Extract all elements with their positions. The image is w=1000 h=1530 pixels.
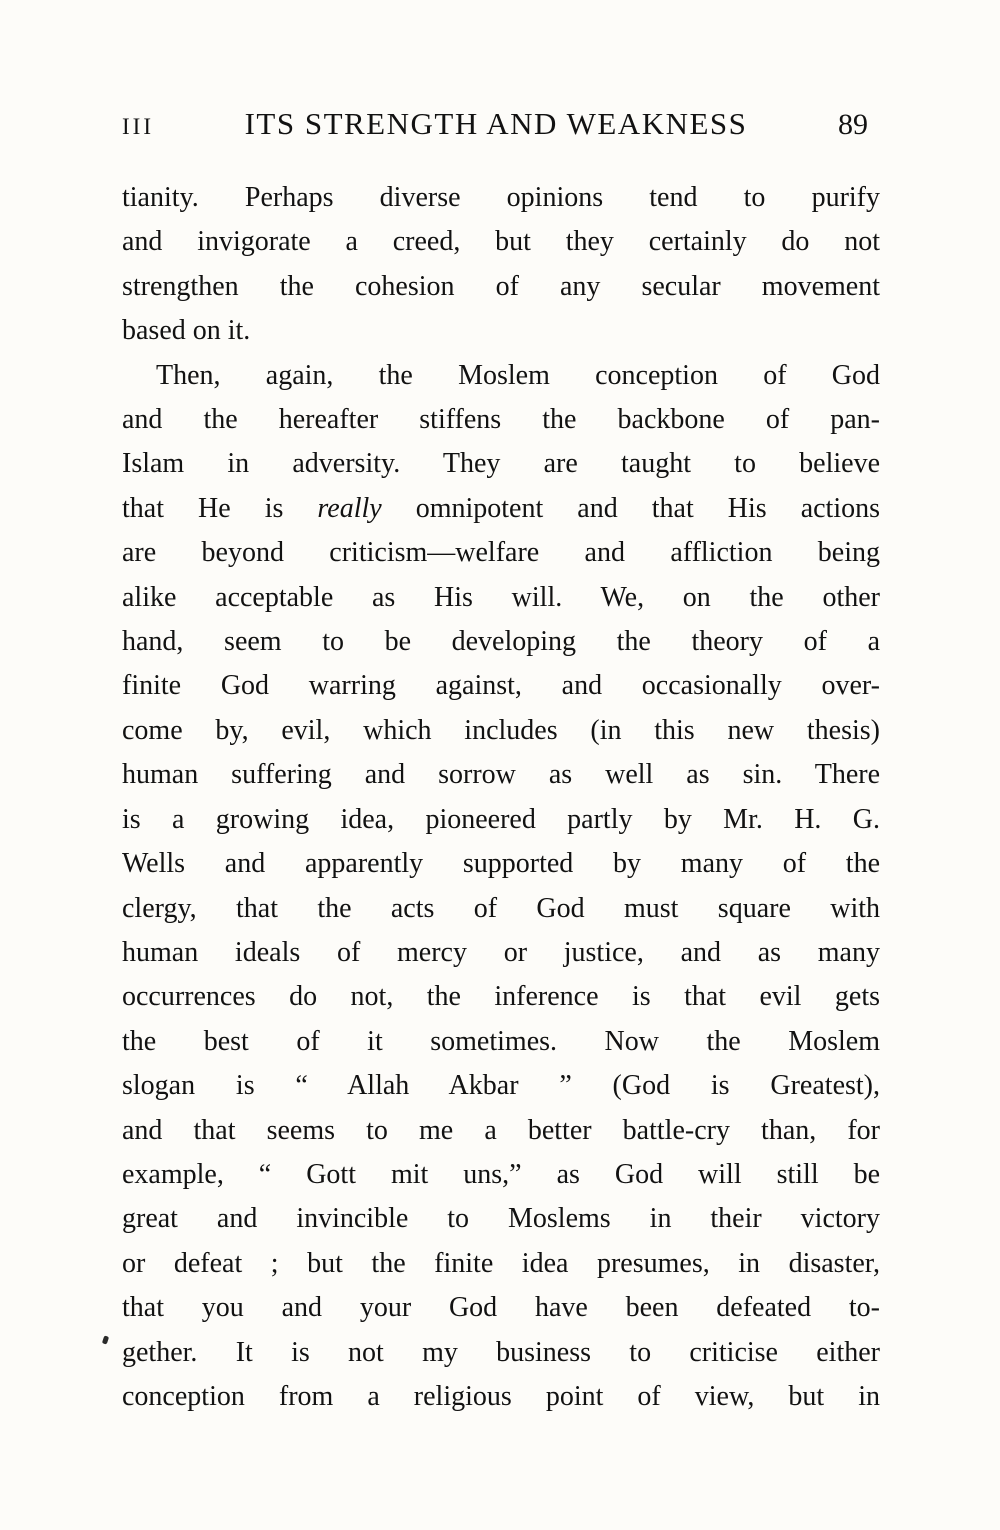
page-title: ITS STRENGTH AND WEAKNESS — [244, 106, 748, 141]
text-line — [122, 442, 880, 486]
body-text: human suffering and sorrow as well as sin. There — [122, 759, 880, 791]
text-line — [122, 842, 880, 886]
text-line — [122, 354, 880, 398]
text-line — [122, 176, 880, 220]
text-line — [122, 1153, 880, 1197]
text-line — [122, 931, 880, 975]
text-line — [122, 398, 880, 442]
text-line — [122, 265, 880, 309]
body-text: are beyond criticism—welfare and affliction being — [122, 537, 880, 569]
body-text: or defeat ; but the finite idea presumes, in disaster, — [122, 1247, 880, 1279]
body-text: omnipotent and that His actions — [381, 492, 880, 524]
text-line — [122, 975, 880, 1019]
page-number: 89 — [838, 108, 868, 141]
body-text: clergy, that the acts of God must square with — [122, 892, 880, 924]
body-text: based on it. — [122, 315, 251, 347]
text-line — [122, 220, 880, 264]
body-text: is a growing idea, pioneered partly by Mr. H. G. — [122, 803, 880, 835]
body-text: come by, evil, which includes (in this new thesis) — [122, 714, 880, 746]
text-line — [122, 798, 880, 842]
body-text: tianity. Perhaps diverse opinions tend to purify — [122, 182, 880, 213]
text-line — [122, 1242, 880, 1286]
body-text: the best of it sometimes. Now the Moslem — [122, 1025, 880, 1057]
text-line — [122, 309, 880, 353]
text-line — [122, 531, 880, 575]
body-text: example, “ Gott mit uns,” as God will still be — [122, 1158, 880, 1190]
body-text: occurrences do not, the inference is that evil gets — [122, 981, 880, 1013]
text-line — [122, 1020, 880, 1064]
text-line — [122, 487, 880, 531]
text-line — [122, 1109, 880, 1153]
running-header — [122, 106, 882, 142]
text-line — [122, 620, 880, 664]
body-text: finite God warring against, and occasionally over- — [122, 670, 880, 702]
body-text: conception from a religious point of view, but in — [122, 1380, 880, 1412]
chapter-numeral: III — [122, 114, 154, 139]
text-line — [122, 753, 880, 797]
body-text: that He is — [122, 492, 318, 524]
body-text: and invigorate a creed, but they certainly do not — [122, 226, 880, 258]
scan-speck-artifact — [102, 1335, 109, 1344]
body-text: and that seems to me a better battle-cry than, for — [122, 1114, 880, 1146]
body-text: human ideals of mercy or justice, and as many — [122, 936, 880, 968]
body-text: strengthen the cohesion of any secular movement — [122, 270, 880, 302]
text-line — [122, 1375, 880, 1419]
text-line — [122, 664, 880, 708]
text-line — [122, 1064, 880, 1108]
body-text: hand, seem to be developing the theory of a — [122, 626, 880, 658]
text-line — [122, 576, 880, 620]
text-line — [122, 1197, 880, 1241]
body-text: alike acceptable as His will. We, on the other — [122, 581, 880, 613]
text-line — [122, 887, 880, 931]
body-text: and the hereafter stiffens the backbone of pan- — [122, 404, 880, 436]
text-line — [122, 1331, 880, 1375]
body-text: Then, again, the Moslem conception of God — [156, 359, 880, 391]
body-text: Islam in adversity. They are taught to believe — [122, 448, 880, 480]
body-text: Wells and apparently supported by many of the — [122, 848, 880, 880]
body-text: slogan is “ Allah Akbar ” (God is Greatest), — [122, 1070, 880, 1102]
text-lines — [122, 176, 880, 1419]
body-text: that you and your God have been defeated to- — [122, 1292, 880, 1324]
text-line — [122, 1286, 880, 1330]
text-line — [122, 709, 880, 753]
emphasized-text: really — [317, 492, 382, 524]
body-text: great and invincible to Moslems in their victory — [122, 1203, 880, 1235]
body-text: gether. It is not my business to criticise either — [122, 1336, 880, 1368]
